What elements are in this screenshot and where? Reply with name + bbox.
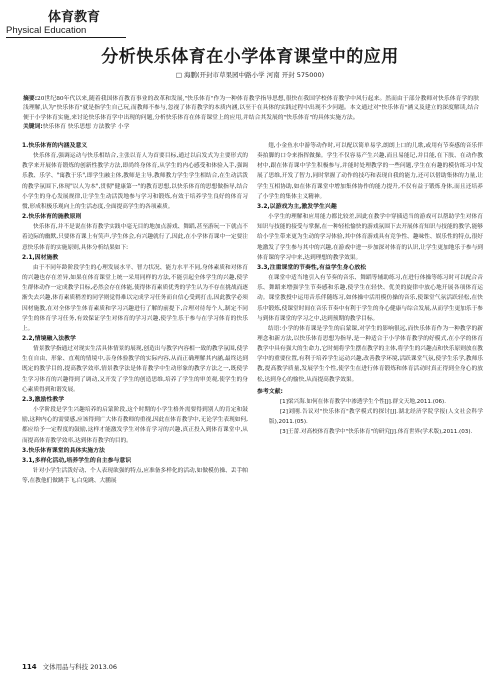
paragraph: 小学阶段是学生兴趣培养的启蒙阶段,这个时期的小学生格外需要得到别人的肯定和鼓励,这种内心的需要感,应该得到广大体育教师的重视,因此在体育教学中,无论学生表现如何,都应给予一定程度的鼓励,这样才能激发学生对体育学习的兴趣,真正投入到体育课堂中,从而提高体育教学效率,达到体育教学的目的。 bbox=[22, 407, 248, 444]
paragraph: 快乐体育,并不是说在体育教学实践中毫无目的地加点游戏、舞蹈,甚至游玩一下就点不着边际的幽默,只要体育课上有笑声,学生体会,有兴趣就行了,因此,在小学体育课中一定要注意快乐体育的实施原则,具体分析结果如下: bbox=[22, 224, 248, 251]
reference-item: [3]王蕾.对高校体育教学中"快乐体育"的研究[J].体育世界(学术版),2011.(03). bbox=[280, 428, 473, 435]
references-heading: 参考文献: bbox=[257, 388, 283, 395]
subsection-heading: 3.2,以游戏为主,激发学生兴趣 bbox=[257, 203, 337, 210]
page-number: 114 bbox=[22, 662, 37, 671]
paragraph: 翅,小金鱼水中游等动作时,可以配以简单易学,朗朗上口的儿歌,或用有节奏感的音乐伴奏拍脚的口令来指挥做操。学生不仅容易产生兴趣,而且易能记,并目能,在下肢、在动作教材中,跟在体育课中学生积极参与,并能时处理教学的一些问题,学生在有趣的模仿练习中发展了思维,开发了智力,同时掌握了动作的技巧和表现自我的能力,还可以借助集体的力量,让学生互相协助,如在体育课堂中增加集体协作的能力提升,不仅有益于锻炼身体,而且还培养了小学生的集体主义精神。 bbox=[257, 143, 483, 200]
author-line: □ 海鹏(开封市草果园中路小学 河南 开封 575000) bbox=[175, 71, 325, 79]
conclusion-paragraph: 结语:小学的体育课是学生的启蒙课,对学生的影响很远,而快乐体育作为一种教学的新理念和新方法,以快乐体育思想为指导,是一种适合于小学体育教学的好模式,在小学的体育教学中具有强大的生命力,它时刻将学生摆在教学的主体,将学生的兴趣点和快乐原则放在教学中的重要位置,有利于培养学生运动兴趣,改善教学环境,活跃课堂气氛,使学生乐学,教师乐教,提高教学质量,发展学生个性,使学生在进行体育锻炼和体育活动时真正得到全身心的放松,达到身心的愉快,从而提高教学效果。 bbox=[257, 325, 483, 383]
reference-item: [1]梁兴海.如何在体育教学中渗透学生个性[J].群文天地,2011.(06). bbox=[280, 398, 447, 405]
section-heading: 2.快乐体育的施教原则 bbox=[22, 214, 82, 221]
masthead-en: Physical Education bbox=[6, 25, 87, 36]
paragraph: 针对小学生活泼好动、个人表现欲强的特点,应准备多样化的活动,如做模仿操、丢手帕等,在教他们做跳手飞,白兔跳、大鹏展 bbox=[22, 468, 248, 485]
keywords-text: 快乐体育 快乐思想 方法教学 小学 bbox=[42, 124, 130, 131]
subsection-heading: 2.2,情境融入法教学 bbox=[22, 335, 76, 342]
abstract-label: 摘要: bbox=[23, 96, 38, 102]
right-column bbox=[257, 141, 483, 437]
page-footer bbox=[22, 662, 117, 671]
left-column bbox=[22, 141, 248, 486]
subsection-heading: 3.3,注重课堂的节奏性,有益学生身心放松 bbox=[257, 264, 367, 271]
subsection-heading: 3.1,多样化活动,培养学生的自主参与意识 bbox=[22, 457, 132, 464]
masthead-cn: 体育教育 bbox=[47, 10, 100, 25]
paragraph: 快乐体育,强调运动与快乐相结合,主张以育人为首要目标,通过以启发式为主要形式的教学来开展体育锻炼的创新性教学方法,即尚终身体育,从学生的内心感受和体验入手,强调乐教、乐学、"寓教于乐",即学生融主体,教师是主导,教师教力学生学生相结合,在生动活泼的教学氛围下,体现"以人为本",贯彻"健康第一"的教育思想,以快乐体育的思想做指导,结合小学生的身心发展规律,让学生生动活泼地参与学习和锻炼,有效于培养学生良好的体育习惯,形成积极乐观向上的生活态度,全面提高学生的各项素质。 bbox=[22, 153, 248, 210]
paragraph: 小学生的理解和应用能力都比较差,因此在教学中穿插适当的游戏可以帮助学生对体育知识与技能的接受与掌握,在一种轻松愉快的游戏氛围下去开展体育知识与技能的教学,能够给小学生带来更为生动的学习体验,其中体育游戏具有竞争性、趣味性、娱乐性的特点,很好地激发了学生参与其中的兴趣,在游戏中进一步加深对体育的认识,让学生更加地乐于参与到体育课的学习中来,达到理想的教学效果。 bbox=[257, 214, 483, 261]
article-title: 分析快乐体育在小学体育课堂中的应用 bbox=[101, 47, 399, 67]
subsection-heading: 2.3,激励性教学 bbox=[22, 396, 65, 403]
paragraph: 由于不同年龄阶段学生的心理发展水平、智力状况、能力水平不同,身体素质和对体育的兴趣也存在差异,如果在体育课堂上统一采用同样的方法,不能引起全体学生的兴趣,使学生群体动作一定成教学目标,必然会存在体能,使得体育素质优秀的学生认为不存在挑战而逐渐失去兴趣,体育素质稍差的同学则觉得难以完成学习任务而自信心受到打击,因此教学必须因材施教,在对全体学生体育素质和学习兴趣进行了解的前提下,合理对待每个人,制定不同学生的体育学习任务,有效保证学生对体育的学习兴趣,使学生乐于参与在学习体育的快乐上。 bbox=[22, 264, 248, 332]
masthead-rule bbox=[6, 37, 126, 38]
section-heading: 3.快乐体育课堂的具体实施方法 bbox=[22, 447, 105, 454]
reference-item: [2]刘刚.告议对"快乐体育"教学模式的探讨[J].湖北经济学院学报(人文社会科学版),2011.(05). bbox=[269, 408, 483, 425]
subsection-heading: 2.1,因材施教 bbox=[22, 254, 59, 261]
journal-info: 文体用品与科技 2013.06 bbox=[42, 663, 118, 671]
abstract-block bbox=[23, 95, 479, 133]
abstract-text: 20世纪80年代以来,随着我国体育教育事业的改革和发展,"快乐体育"作为一种体育教学指导思想,很快在我国学校体育教学中风行起来。然而由于部分教师对快乐体育学的肤浅理解,认为"快乐体育"就是指学生自己玩,而教师不参与,忽视了体育教学的本质内涵,以至于在具体的实践过程中出现不少问题。本文通过对"快乐体育"涵义及建立的深度解读,结合便于小学体育实施,来讨论快乐体育学中出现的问题,分析快乐体育在体育课堂上的应用,并结合其发展的"快乐体育"的具体实施方法。 bbox=[23, 96, 479, 121]
keywords-label: 关键词: bbox=[23, 124, 43, 131]
paragraph: 在课堂中适当地引入有节奏的音乐、舞蹈等辅助练习,在进行体操等练习时可以配合音乐、舞蹈来增强学生节奏感和乐趣,使学生在轻快、优美的旋律中放心地开展各项体育运动。课堂教授中运用音乐伴随练习,如体操中活用模仿操的音乐,使课堂气氛活跃轻松,在快乐中锻炼,使课堂时间在音乐节奏中有利于学生的身心健康与综合发展,从而学生更加乐于参与到体育课堂的学习之中,达到预期的教学目标。 bbox=[257, 275, 483, 322]
journal-masthead bbox=[6, 10, 118, 37]
section-heading: 1.快乐体育的内涵及意义 bbox=[22, 143, 88, 149]
paragraph: 情景教学指通过对现实生活具体情景的展现,创造出与教学内容相一致的教学氛围,使学生在自由、形象、直观的情境中,亲身体验教学的实际内容,从而正确理解其内涵,最终达到既定的教学目的,提高教学效率,情景教学法是体育教学中生动形象的教学方法之一,既使学生学习体育的兴趣得到了调动,又开发了学生的创造思维,培养了学生的审美观,使学生的身心素质得到和谐发展。 bbox=[22, 346, 248, 393]
